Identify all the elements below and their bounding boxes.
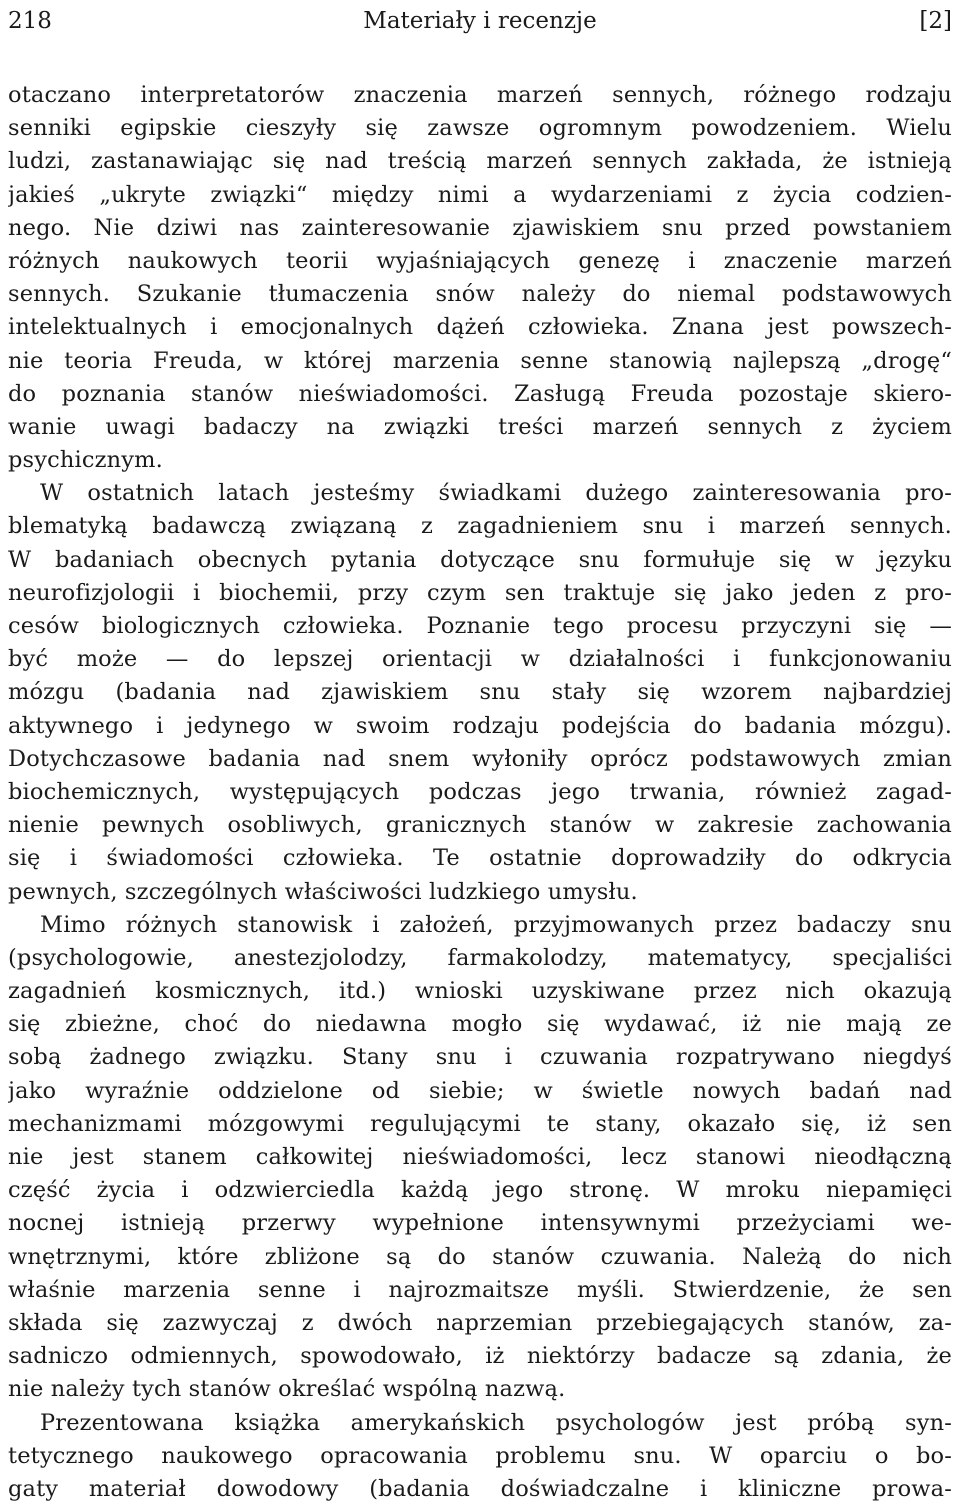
text-line: mózgu (badania nad zjawiskiem snu stały się wzorem najbardziej	[8, 679, 952, 706]
text-line: psychicznym.	[8, 447, 163, 474]
text-line: gaty materiał dowodowy (badania doświadczalne i kliniczne prowa-	[8, 1475, 952, 1502]
text-line: Dotychczasowe badania nad snem wyłoniły oprócz podstawowych zmian	[8, 745, 952, 772]
text-line: nie jest stanem całkowitej nieświadomości, lecz stanowi nieodłączną	[8, 1144, 952, 1170]
text-line: cesów biologicznych człowieka. Poznanie tego procesu przyczyni się —	[8, 613, 952, 639]
text-line: neurofizjologii i biochemii, przy czym sen traktuje się jako jeden z pro-	[8, 579, 952, 606]
text-line: sadniczo odmiennych, spowodowało, iż niektórzy badacze są zdania, że	[8, 1343, 952, 1370]
text-line: się zbieżne, choć do niedawna mogło się wydawać, iż nie mają ze	[8, 1011, 952, 1038]
text-line: tetycznego naukowego opracowania problemu snu. W oparciu o bo-	[8, 1442, 952, 1469]
text-line: jakieś „ukryte związki“ między nimi a wydarzeniami z życia codzien-	[8, 181, 952, 208]
text-line: mechanizmami mózgowymi regulującymi te stany, okazało się, iż sen	[8, 1110, 952, 1137]
text-line: (psychologowie, anestezjolodzy, farmakolodzy, matematycy, specjaliści	[8, 944, 952, 971]
text-line: senniki egipskie cieszyły się zawsze ogromnym powodzeniem. Wielu	[8, 115, 952, 142]
page-number: 218	[8, 8, 52, 34]
text-line: Mimo różnych stanowisk i założeń, przyjmowanych przez badaczy snu	[40, 911, 952, 938]
text-line: składa się zazwyczaj z dwóch naprzemian przebiegających stanów, za-	[8, 1309, 952, 1336]
text-line: zagadnień kosmicznych, itd.) wnioski uzyskiwane przez nich okazują	[8, 978, 952, 1005]
text-line: blematyką badawczą związaną z zagadnieniem snu i marzeń sennych.	[8, 513, 952, 540]
text-line: część życia i odzwierciedla każdą jego stronę. W mroku niepamięci	[8, 1177, 952, 1204]
text-line: nego. Nie dziwi nas zainteresowanie zjawiskiem snu przed powstaniem	[8, 214, 952, 241]
text-line: W ostatnich latach jesteśmy świadkami dużego zainteresowania pro-	[40, 480, 952, 507]
text-line: być może — do lepszej orientacji w działalności i funkcjonowaniu	[8, 646, 952, 673]
section-number: [2]	[919, 8, 952, 34]
text-line: właśnie marzenia senne i najrozmaitsze myśli. Stwierdzenie, że sen	[8, 1276, 952, 1303]
page-header	[8, 3, 952, 39]
article-body	[8, 79, 952, 1506]
text-line: nienie pewnych osobliwych, granicznych stanów w zakresie zachowania	[8, 812, 952, 839]
text-line: ludzi, zastanawiając się nad treścią marzeń sennych zakłada, że istnieją	[8, 148, 952, 175]
text-line: nocnej istnieją przerwy wypełnione intensywnymi przeżyciami we-	[8, 1210, 952, 1237]
text-line: biochemicznych, występujących podczas jego trwania, również zagad-	[8, 778, 952, 805]
text-line: sobą żadnego związku. Stany snu i czuwania rozpatrywano niegdyś	[8, 1044, 952, 1071]
text-line: wnętrznymi, które zbliżone są do stanów czuwania. Należą do nich	[8, 1243, 952, 1270]
text-line: jako wyraźnie oddzielone od siebie; w świetle nowych badań nad	[8, 1077, 952, 1104]
text-line: wanie uwagi badaczy na związki treści marzeń sennych z życiem	[8, 413, 952, 440]
text-line: się i świadomości człowieka. Te ostatnie doprowadziły do odkrycia	[8, 845, 952, 872]
text-line: do poznania stanów nieświadomości. Zasługą Freuda pozostaje skiero-	[8, 380, 952, 407]
text-line: różnych naukowych teorii wyjaśniających genezę i znaczenie marzeń	[8, 247, 952, 274]
text-line: Prezentowana książka amerykańskich psychologów jest próbą syn-	[40, 1409, 952, 1436]
text-line: otaczano interpretatorów znaczenia marzeń sennych, różnego rodzaju	[8, 82, 952, 108]
text-line: aktywnego i jedynego w swoim rodzaju podejścia do badania mózgu).	[8, 712, 952, 739]
text-line: pewnych, szczególnych właściwości ludzkiego umysłu.	[8, 878, 638, 905]
running-title: Materiały i recenzje	[363, 8, 597, 34]
text-line: nie teoria Freuda, w której marzenia senne stanowią najlepszą „drogę“	[8, 347, 952, 374]
text-line: nie należy tych stanów określać wspólną nazwą.	[8, 1376, 566, 1403]
text-line: W badaniach obecnych pytania dotyczące snu formułuje się w języku	[8, 546, 952, 573]
text-line: intelektualnych i emocjonalnych dążeń człowieka. Znana jest powszech-	[8, 314, 952, 341]
text-line: sennych. Szukanie tłumaczenia snów należy do niemal podstawowych	[8, 281, 952, 308]
